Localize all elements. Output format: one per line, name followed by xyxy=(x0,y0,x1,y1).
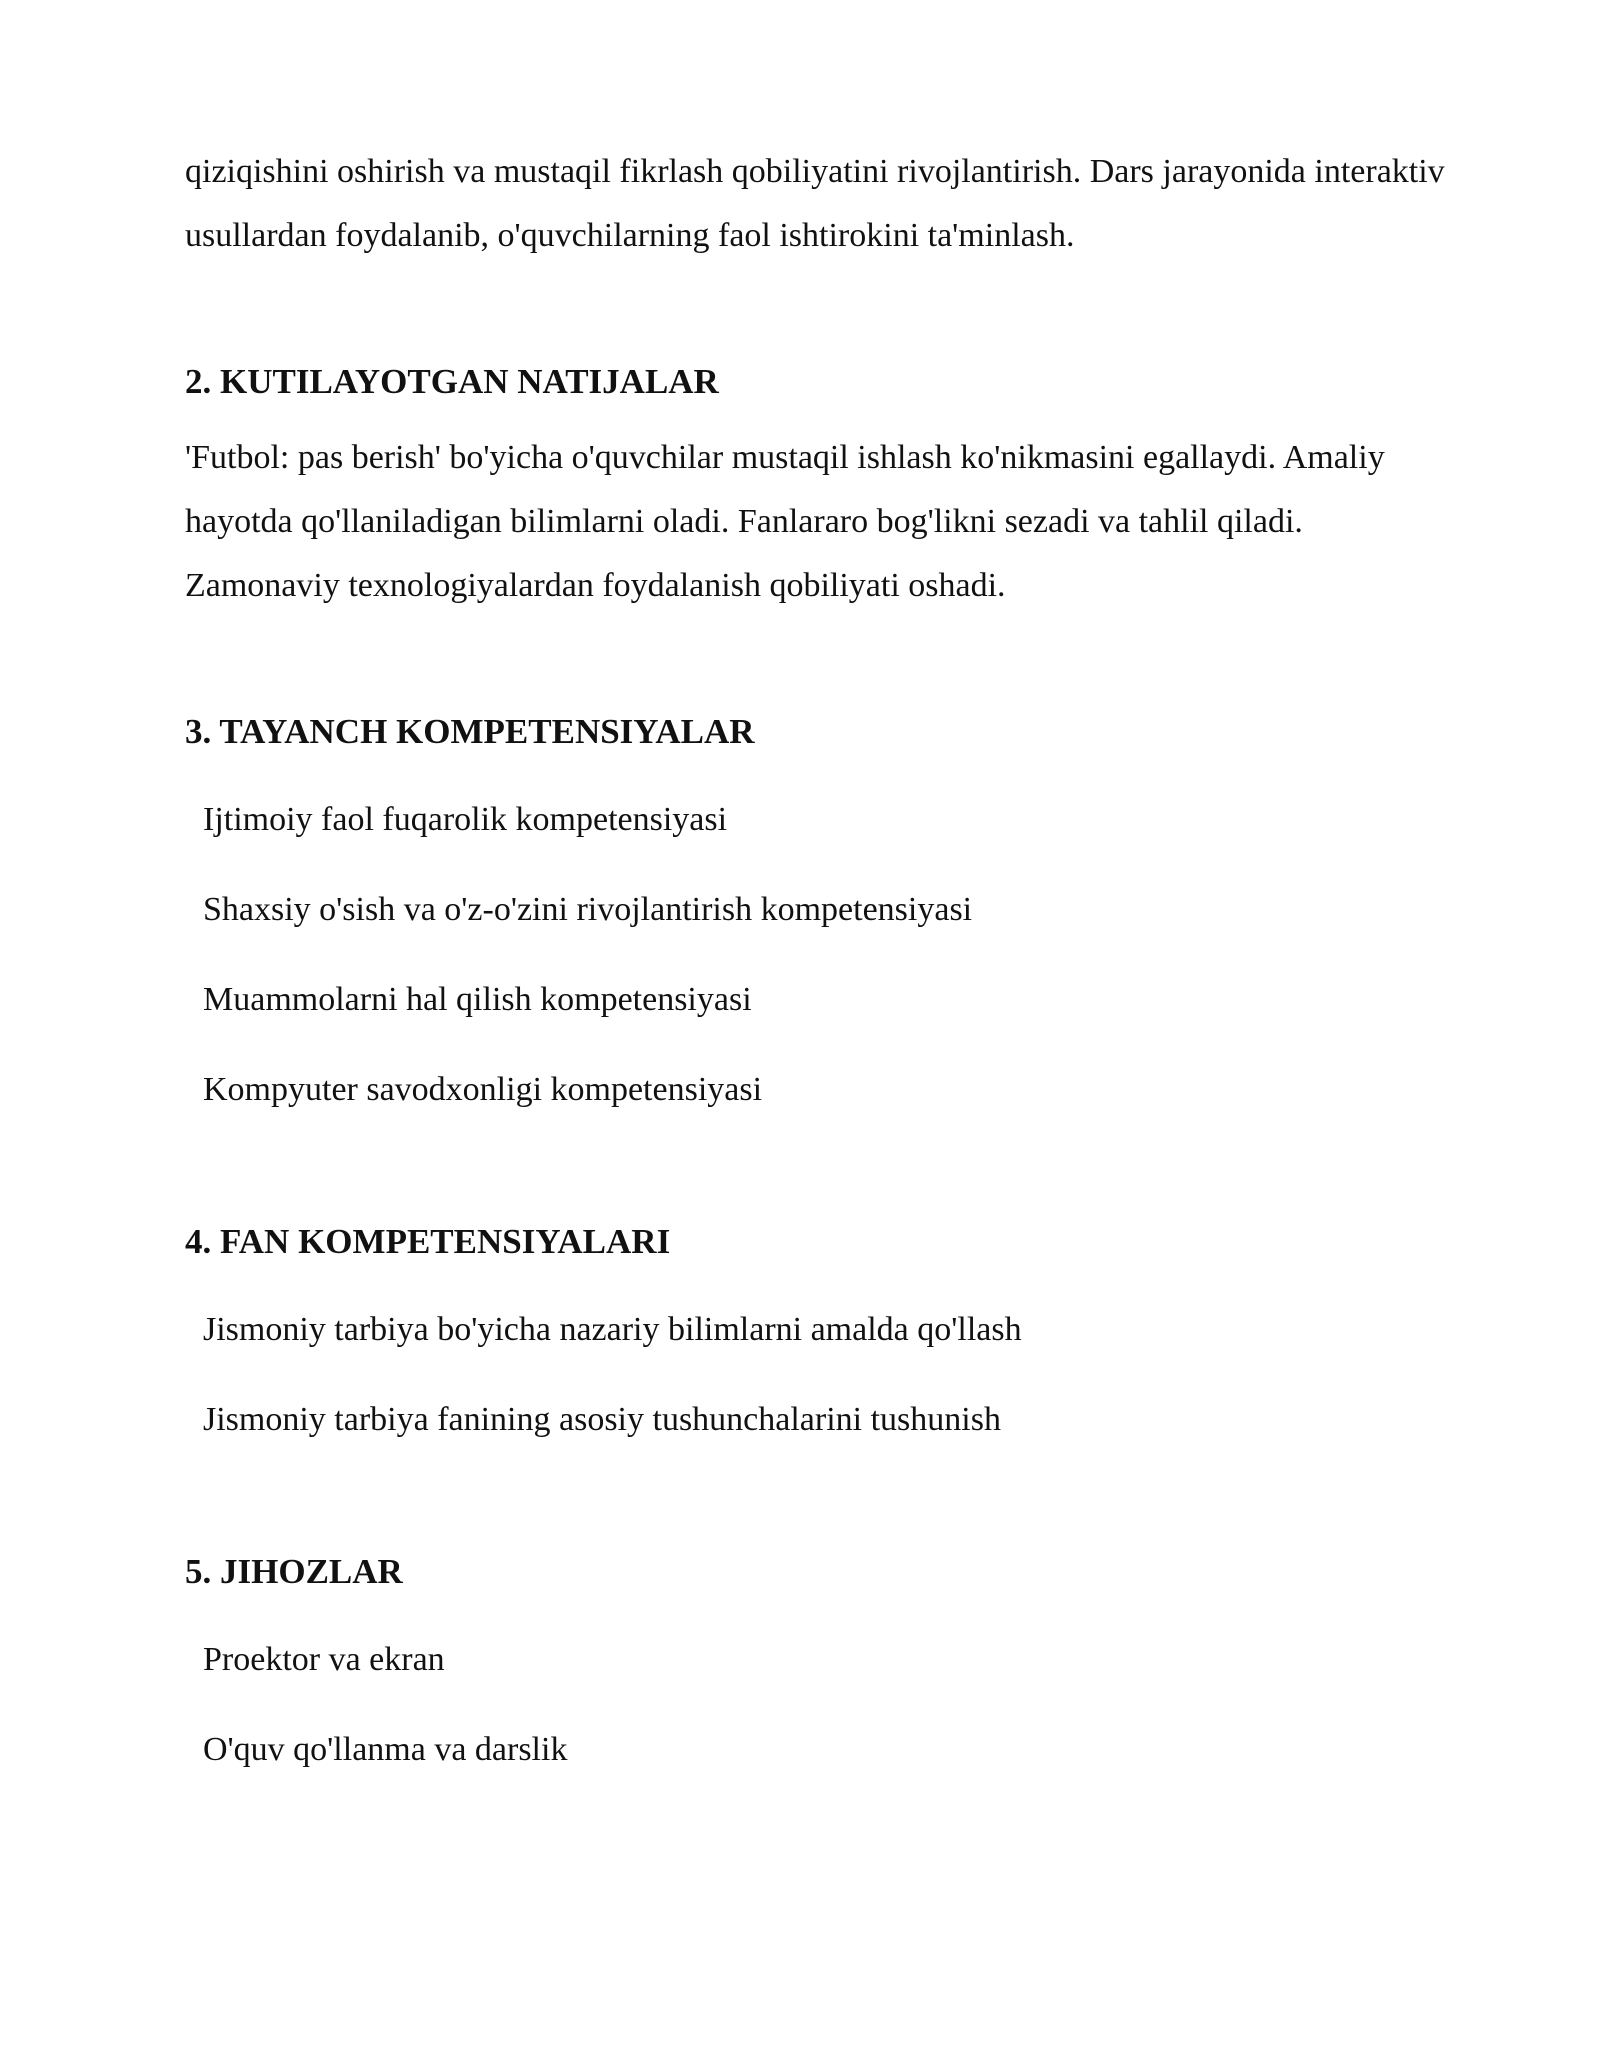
document-content xyxy=(185,140,1445,1772)
list-item: Shaxsiy o'sish va o'z-o'zini rivojlantirish kompetensiyasi xyxy=(203,891,973,928)
core-competencies-list xyxy=(185,798,1445,1112)
section-heading-core-competencies: 3. TAYANCH KOMPETENSIYALAR xyxy=(185,712,755,751)
section-heading-equipment: 5. JIHOZLAR xyxy=(185,1552,403,1591)
list-item: O'quv qo'llanma va darslik xyxy=(203,1731,568,1768)
list-item: Jismoniy tarbiya fanining asosiy tushunchalarini tushunish xyxy=(203,1401,1001,1438)
list-item: Proektor va ekran xyxy=(203,1641,445,1678)
section-heading-expected-results: 2. KUTILAYOTGAN NATIJALAR xyxy=(185,362,719,401)
list-item: Kompyuter savodxonligi kompetensiyasi xyxy=(203,1071,763,1108)
intro-paragraph: qiziqishini oshirish va mustaqil fikrlash qobiliyatini rivojlantirish. Dars jarayonida interaktiv usullardan foydalanib, o'quvchilarning faol ishtirokini ta'minlash. xyxy=(185,153,1445,254)
equipment-list xyxy=(185,1638,1445,1772)
expected-results-paragraph: 'Futbol: pas berish' bo'yicha o'quvchilar mustaqil ishlash ko'nikmasini egallaydi. Amaliy hayotda qo'llaniladigan bilimlarni oladi. Fanlararo bog'likni sezadi va tahlil qiladi. Zamonaviy texnologiyalardan foydalanish qobiliyati oshadi. xyxy=(185,439,1385,604)
list-item: Jismoniy tarbiya bo'yicha nazariy bilimlarni amalda qo'llash xyxy=(203,1311,1022,1348)
subject-competencies-list xyxy=(185,1308,1445,1442)
list-item: Ijtimoiy faol fuqarolik kompetensiyasi xyxy=(203,801,728,838)
section-heading-subject-competencies: 4. FAN KOMPETENSIYALARI xyxy=(185,1222,671,1261)
list-item: Muammolarni hal qilish kompetensiyasi xyxy=(203,981,752,1018)
